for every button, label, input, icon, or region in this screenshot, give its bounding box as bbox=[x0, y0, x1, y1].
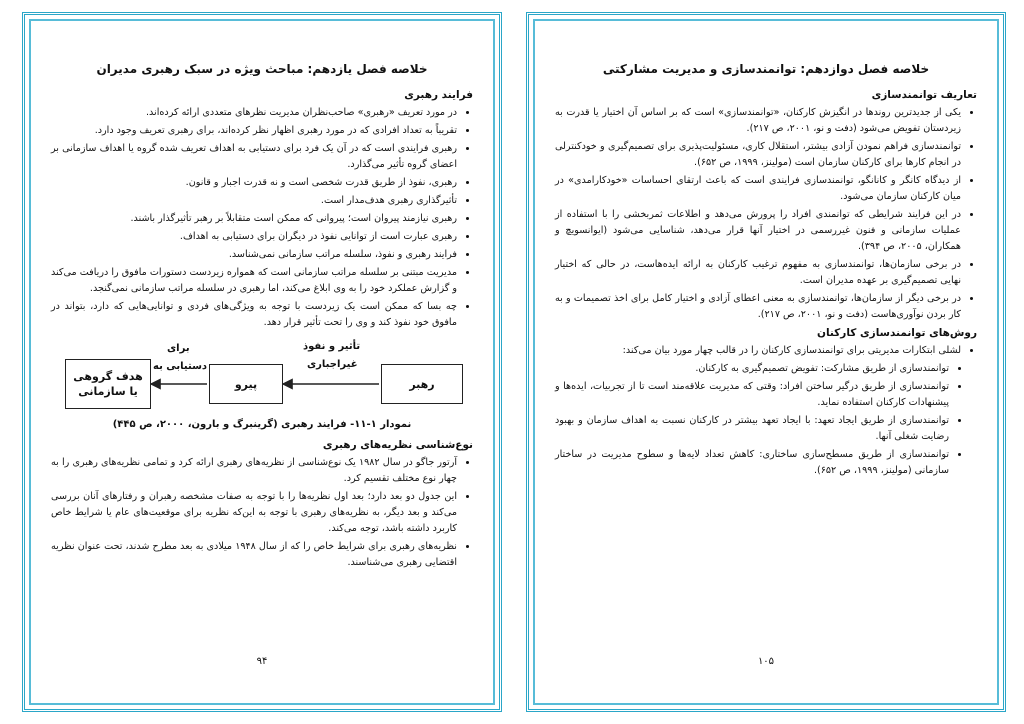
sub-list-item: • توانمندسازی از طریق درگیر ساختن افراد: وقتی که مدیریت علاقه‌مند است تا از تجربیات، ایده‌ها و پیشنهادات کارکنان استفاده نماید. bbox=[555, 379, 949, 411]
list-item: • رهبری نیازمند پیروان است؛ پیروانی که ممکن است متقابلاً بر رهبر تأثیرگذار باشند. bbox=[51, 211, 457, 227]
left-page bbox=[22, 12, 502, 712]
right-page-content bbox=[555, 51, 977, 669]
list-item: • در برخی سازمان‌ها، توانمندسازی به مفهوم ترغیب کارکنان به ارائه ایده‌هاست، در حالی که اختیار نهایی تصمیم‌گیری بر عهده مدیران است. bbox=[555, 257, 961, 289]
list-item: • از دیدگاه کانگر و کانانگو، توانمندسازی فرایندی است که باعث ارتقای احساسات «خودکارامدی» در میان کارکنان سازمان می‌شود. bbox=[555, 173, 961, 205]
chapter-summary-title: خلاصه فصل دوازدهم: توانمندسازی و مدیریت مشارکتی bbox=[602, 62, 930, 76]
list-item: • تقریباً به تعداد افرادی که در مورد رهبری اظهار نظر کرده‌اند، برای رهبری تعریف وجود دارد. bbox=[51, 123, 457, 139]
list-item: • در مورد تعریف «رهبری» صاحب‌نظران مدیریت نظرهای متعددی ارائه کرده‌اند. bbox=[51, 105, 457, 121]
list-item: • این جدول دو بعد دارد؛ بعد اول نظریه‌ها را با توجه به صفات مشخصه رهبران و رفتارهای آنان بررسی می‌کند و بعد دیگر، به نظریه‌های رهبری با توجه به این‌که نظریه برای موقعیت‌های عام یا شرایط خاص کاربرد داشته باشد، توجه می‌کند. bbox=[51, 489, 457, 537]
list-item: • رهبری عبارت است از توانایی نفوذ در دیگران برای دستیابی به اهداف. bbox=[51, 229, 457, 245]
bullet-list bbox=[51, 105, 473, 331]
right-page bbox=[526, 12, 1006, 712]
box-goal-line2: یا سازمانی bbox=[78, 385, 138, 398]
list-item: • یکی از جدیدترین روندها در انگیزش کارکنان، «توانمندسازی» است که بر اساس آن اختیار یا قدرت به زیردستان تفویض می‌شود (دفت و نو، ۲۰۰۱، ص ۲۱۷). bbox=[555, 105, 961, 137]
list-item: • مدیریت مبتنی بر سلسله مراتب سازمانی است که همواره زیردست دستورات مافوق را دریافت می‌کند و گزارش عملکرد خود را به وی ابلاغ می‌کند، اما رهبری در سلسله مراتب سازمانی نمی‌گنجد. bbox=[51, 265, 457, 297]
box-group-goal bbox=[65, 359, 151, 409]
list-item: • در این فرایند شرایطی که توانمندی افراد را پرورش می‌دهد و اطلاعات ثمربخشی را با استفاده از عملیات سازمانی و فنون غیررسمی در اختیار آنها قرار می‌دهد، شناسایی می‌شود (ایوانسویچ و همکاران، ۲۰۰۵، ص ۳۹۴). bbox=[555, 207, 961, 255]
label-influence: تأثیر و نفوذ bbox=[303, 341, 361, 352]
box-leader: رهبر bbox=[381, 364, 463, 404]
left-page-content bbox=[51, 51, 473, 669]
sub-list-item: • توانمندسازی از طریق مشارکت: تفویض تصمیم‌گیری به کارکنان. bbox=[555, 361, 949, 377]
section-heading: نوع‌شناسی نظریه‌های رهبری bbox=[322, 439, 473, 451]
list-item: • در برخی دیگر از سازمان‌ها، توانمندسازی به معنی اعطای آزادی و اختیار کامل برای اخذ تصمیمات و به کار بردن نوآوری‌هاست (دفت و نو، ۲۰۰۱، ص ۲۱۷). bbox=[555, 291, 961, 323]
section-heading: تعاریف توانمندسازی bbox=[871, 89, 977, 101]
box-goal-line1: هدف گروهی bbox=[73, 370, 143, 383]
list-item: • توانمندسازی فراهم نمودن آزادی بیشتر، استقلال کاری، مسئولیت‌پذیری برای تصمیم‌گیری و خودکنترلی در انجام کارها برای کارکنان سازمان است (مولینز، ۱۹۹۹، ص ۶۵۲). bbox=[555, 139, 961, 171]
bullet-list bbox=[555, 343, 977, 359]
chapter-summary-title: خلاصه فصل یازدهم: مباحث ویژه در سبک رهبری مدیران bbox=[96, 62, 428, 76]
list-item: • نظریه‌های رهبری برای شرایط خاص را که از سال ۱۹۴۸ میلادی به بعد مطرح شدند، تحت عنوان نظریه اقتضایی رهبری می‌شناسند. bbox=[51, 539, 457, 571]
page-number: ۱۰۵ bbox=[757, 656, 775, 667]
sub-list-item: • توانمندسازی از طریق مسطح‌سازی ساختاری: کاهش تعداد لایه‌ها و سطوح مدیریت در ساختار سازمانی (مولینز، ۱۹۹۹، ص ۶۵۲). bbox=[555, 447, 949, 479]
list-item: • رهبری فرایندی است که در آن یک فرد برای دستیابی به اهداف تعریف شده گروه یا اهداف سازمانی بر اعضای گروه تأثیر می‌گذارد. bbox=[51, 141, 457, 173]
leadership-process-diagram bbox=[51, 337, 473, 415]
label-for: برای bbox=[167, 343, 190, 354]
section-heading: روش‌های توانمندسازی کارکنان bbox=[816, 327, 977, 339]
sub-bullet-list bbox=[555, 361, 977, 479]
bullet-list bbox=[555, 105, 977, 323]
list-item: • تأثیرگذاری رهبری هدف‌مدار است. bbox=[51, 193, 457, 209]
page-number: ۹۴ bbox=[256, 656, 268, 667]
sub-list-item: • توانمندسازی از طریق ایجاد تعهد: با ایجاد تعهد بیشتر در کارکنان نسبت به اهداف سازمان و بهبود رضایت شغلی آنها. bbox=[555, 413, 949, 445]
list-item: • رهبری، نفوذ از طریق قدرت شخصی است و نه قدرت اجبار و قانون. bbox=[51, 175, 457, 191]
list-item: • لشلی ابتکارات مدیریتی برای توانمندسازی کارکنان را در قالب چهار مورد بیان می‌کند: bbox=[555, 343, 961, 359]
bullet-list bbox=[51, 455, 473, 571]
diagram-caption: نمودار ۱-۱۱- فرایند رهبری (گرینبرگ و بارون، ۲۰۰۰، ص ۴۴۵) bbox=[112, 419, 412, 430]
label-noncoercive: غیراجباری bbox=[307, 359, 358, 370]
section-heading: فرایند رهبری bbox=[404, 89, 473, 101]
box-follower: پیرو bbox=[209, 364, 283, 404]
list-item: • فرایند رهبری و نفوذ، سلسله مراتب سازمانی نمی‌شناسد. bbox=[51, 247, 457, 263]
list-item: • آرتور جاگو در سال ۱۹۸۲ یک نوع‌شناسی از نظریه‌های رهبری ارائه کرد و تمامی نظریه‌های رهبری را به چهار نوع مختلف تقسیم کرد. bbox=[51, 455, 457, 487]
list-item: • چه بسا که ممکن است یک زیردست با توجه به ویژگی‌های فردی و توانایی‌هایی که دارد، بتواند در مافوق خود نفوذ کند و وی را تحت تأثیر قرار دهد. bbox=[51, 299, 457, 331]
label-achieve: دستیابی به bbox=[153, 361, 208, 372]
